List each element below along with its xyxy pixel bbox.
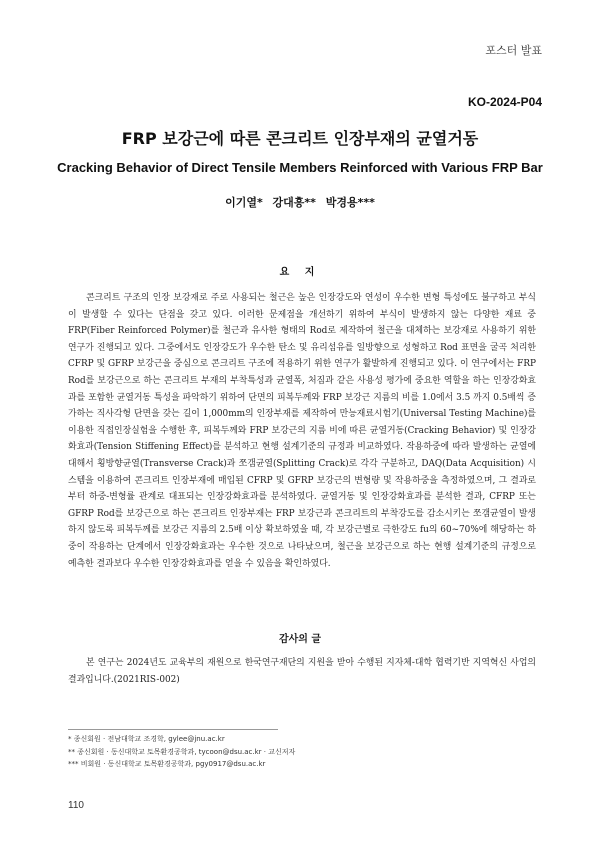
footnote-item: *** 비회원 · 동신대학교 토목환경공학과, pgy0917@dsu.ac.kr xyxy=(68,760,266,768)
author-list: 이기열* 강대흥** 박경용*** xyxy=(225,196,375,209)
footnotes xyxy=(68,733,295,771)
acknowledgment-text: 본 연구는 2024년도 교육부의 재원으로 한국연구재단의 지원을 받아 수행된 지자체-대학 협력기반 지역혁신 사업의 결과입니다.(2021RIS-002) xyxy=(68,658,536,685)
footnote-divider xyxy=(68,729,278,730)
abstract-text: 콘크리트 구조의 인장 보강재로 주로 사용되는 철근은 높은 인장강도와 연성이 우수한 변형 특성에도 불구하고 부식이 발생할 수 있다는 단점을 갖고 있다. 이러한 문제점을 개선하기 위하여 부식이 발생하지 않는 다양한 재료 중 FRP(Fiber Reinforced Polymer)를 철근과 유사한 형태의 Rod로 제작하여 철근을 대체하는 보강재로 사용하기 위한 연구가 진행되고 있다. 그중에서도 인장강도가 우수한 탄소 및 유리섬유를 일방향으로 성형하고 Rod 표면을 굴곡 처리한 CFRP 및 GFRP 보강근을 중심으로 콘크리트 구조에 적용하기 위한 연구가 활발하게 진행되고 있다. 이 연구에서는 FRP Rod를 보강근으로 하는 콘크리트 부재의 부착특성과 균열폭, 처짐과 같은 사용성 평가에 중요한 역할을 하는 인장강화효과를 포함한 균열거동 특성을 파악하기 위하여 단면의 피복두께와 FRP 보강근 지름의 비를 1.0에서 3.5 까지 0.5배씩 증가하는 직사각형 단면을 갖는 길이 1,000mm의 인장부재를 제작하여 만능재료시험기(Universal Testing Machine)를 이용한 직접인장실험을 수행한 후, 피복두께와 FRP 보강근의 지름 비에 따른 균열거동(Cracking Behavior) 및 인장강화효과(Tension Stiffening Effect)를 분석하고 현행 설계기준의 규정과 비교하였다. 작용하중에 따라 발생하는 균열에 대해서 횡방향균열(Transverse Crack)과 쪼갬균열(Splitting Crack)로 각각 구분하고, DAQ(Data Acquisition) 시스템을 이용하여 콘크리트 인장부재에 매입된 CFRP 및 GFRP 보강근의 변형량 및 작용하중을 측정하였으며, 그 결과로부터 하중-변형률 관계로 대표되는 인장강화효과를 분석하였다. 균열거동 및 인장강화효과를 분석한 결과, CFRP 또는 GFRP Rod를 보강근으로 하는 콘크리트 인장부재는 FRP 보강근과 콘크리트의 부착강도를 감소시키는 쪼갬균열이 발생하지 않도록 피복두께를 보강근 지름의 2.5배 이상 확보하였을 때, 각 보강근별로 극한강도 fu의 60~70%에 해당하는 하중이 작용하는 단계에서 인장강화효과는 우수한 것으로 나타났으며, 철근을 보강근으로 하는 현행 설계기준의 규정으로 예측한 결과보다 우수한 인장강화효과를 얻을 수 있음을 확인하였다. xyxy=(68,293,536,569)
paper-title-english: Cracking Behavior of Direct Tensile Members Reinforced with Various FRP Bar xyxy=(57,160,543,175)
footnote-item: ** 종신회원 · 동신대학교 토목환경공학과, tycoon@dsu.ac.kr · 교신저자 xyxy=(68,747,296,756)
page-number: 110 xyxy=(68,800,84,811)
section-type-label: 포스터 발표 xyxy=(485,44,542,57)
abstract-heading: 요 지 xyxy=(279,267,321,278)
paper-title-korean: FRP 보강근에 따른 콘크리트 인장부재의 균열거동 xyxy=(121,129,479,148)
paper-code: KO-2024-P04 xyxy=(467,95,542,109)
acknowledgment-heading: 감사의 글 xyxy=(278,634,322,645)
footnote-item: * 종신회원 · 전남대학교 조경학, gylee@jnu.ac.kr xyxy=(68,735,225,743)
